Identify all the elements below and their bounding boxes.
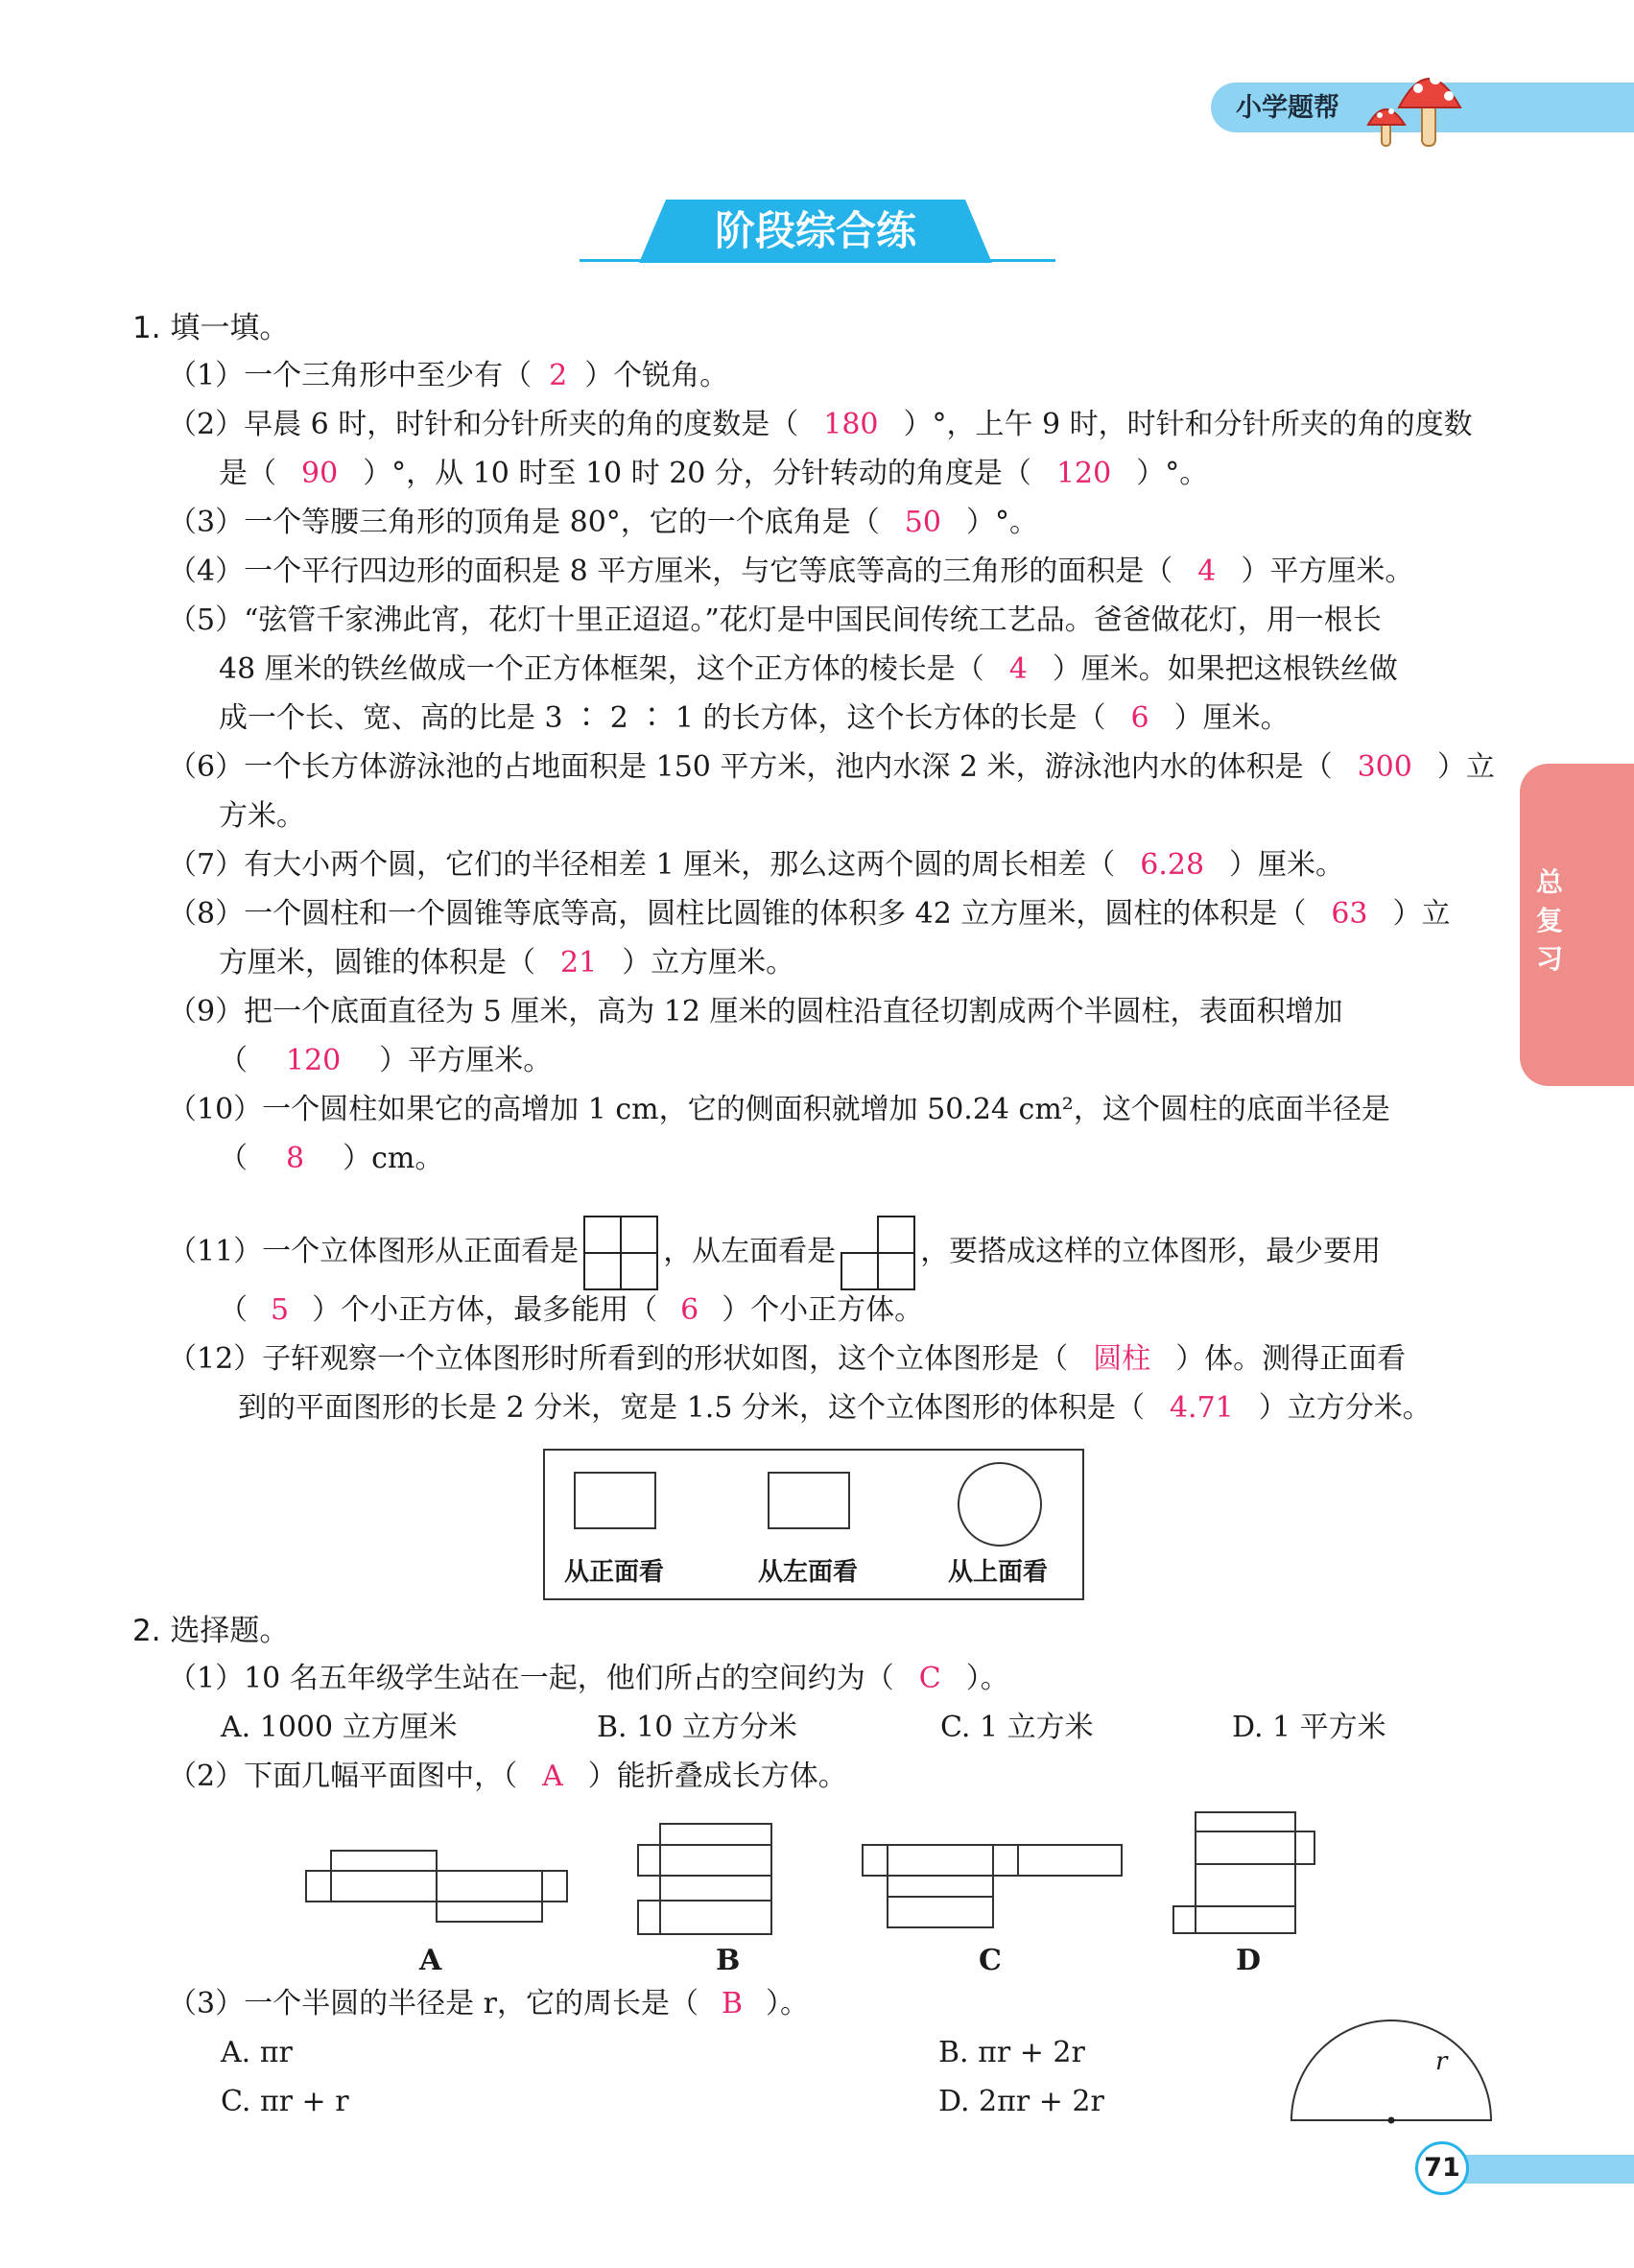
question-1-12-line1: （12）子轩观察一个立体图形时所看到的形状如图，这个立体图形是（ 圆柱 ）体。测得正面看 <box>168 1342 1407 1376</box>
question-1-11-line1: （11）一个立体图形从正面看是 ，从左面看是 ，要搭成这样的立体图形，最少要用 <box>168 1215 1381 1291</box>
net-c-diagram <box>862 1844 1123 1930</box>
option-b: B. πr + 2r <box>938 2036 1085 2069</box>
question-2-2: （2）下面几幅平面图中，（ A ）能折叠成长方体。 <box>168 1760 847 1793</box>
question-1-1: （1）一个三角形中至少有（ 2 ）个锐角。 <box>168 359 729 392</box>
question-1-5-line3: 成一个长、宽、高的比是 3 ∶ 2 ∶ 1 的长方体，这个长方体的长是（ 6 ）厘米。 <box>219 701 1290 735</box>
question-1-9-line2: （ 120 ）平方厘米。 <box>219 1044 553 1077</box>
answer: 8 <box>286 1142 305 1175</box>
answer: B <box>721 1987 744 2020</box>
answer: 180 <box>823 408 879 441</box>
front-view-rect <box>574 1472 656 1529</box>
option-d: D. 1 平方米 <box>1232 1711 1386 1744</box>
question-1-5-line2: 48 厘米的铁丝做成一个正方体框架，这个正方体的棱长是（ 4 ）厘米。如果把这根铁丝做 <box>219 652 1398 686</box>
net-d-label: D <box>1236 1944 1262 1977</box>
question-1-5-line1: （5）“弦管千家沸此宵，花灯十里正迢迢。”花灯是中国民间传统工艺品。爸爸做花灯，用一根长 <box>168 603 1382 637</box>
section2-heading: 2. 选择题。 <box>132 1614 290 1648</box>
net-a-diagram <box>305 1850 568 1930</box>
left-view-rect <box>768 1472 850 1529</box>
question-1-10-line1: （10）一个圆柱如果它的高增加 1 cm，它的侧面积就增加 50.24 cm²，这个圆柱的底面半径是 <box>168 1093 1390 1126</box>
question-1-10-line2: （ 8 ）cm。 <box>219 1142 444 1175</box>
option-c: C. 1 立方米 <box>940 1711 1094 1744</box>
left-view-label: 从左面看 <box>758 1558 859 1587</box>
front-view-label: 从正面看 <box>564 1558 665 1587</box>
question-1-2-line2: 是（ 90 ）°，从 10 时至 10 时 20 分，分针转动的角度是（ 120 ）°。 <box>219 457 1209 490</box>
answer: 300 <box>1357 750 1412 784</box>
net-a-label: A <box>419 1944 442 1977</box>
question-2-3: （3）一个半圆的半径是 r，它的周长是（ B ）。 <box>168 1987 810 2020</box>
answer: 2 <box>549 359 568 392</box>
option-a: A. πr <box>221 2036 293 2069</box>
answer: 4.71 <box>1169 1391 1234 1425</box>
answer: 63 <box>1331 897 1368 931</box>
answer: 6.28 <box>1140 848 1205 882</box>
answer: 4 <box>1008 652 1028 686</box>
answer: 90 <box>301 457 339 490</box>
question-1-4: （4）一个平行四边形的面积是 8 平方厘米，与它等底等高的三角形的面积是（ 4 ）平方厘米。 <box>168 555 1414 588</box>
answer: 圆柱 <box>1093 1342 1151 1376</box>
side-tab-label: 总复习 <box>1535 866 1563 975</box>
answer: C <box>918 1662 941 1695</box>
option-a: A. 1000 立方厘米 <box>221 1711 458 1744</box>
radius-label: r <box>1435 2047 1448 2076</box>
page-title: 阶段综合练 <box>714 207 916 254</box>
question-1-11-line2: （ 5 ）个小正方体，最多能用（ 6 ）个小正方体。 <box>219 1293 924 1327</box>
top-view-label: 从上面看 <box>948 1558 1049 1587</box>
net-c-label: C <box>979 1944 1002 1977</box>
front-view-icon <box>582 1215 659 1291</box>
question-1-8-line1: （8）一个圆柱和一个圆锥等底等高，圆柱比圆锥的体积多 42 立方厘米，圆柱的体积是（ 63 ）立 <box>168 897 1451 931</box>
question-1-3: （3）一个等腰三角形的顶角是 80°，它的一个底角是（ 50 ）°。 <box>168 506 1038 539</box>
question-1-2-line1: （2）早晨 6 时，时针和分针所夹的角的度数是（ 180 ）°，上午 9 时，时针和分针所夹的角的度数 <box>168 408 1473 441</box>
question-1-7: （7）有大小两个圆，它们的半径相差 1 厘米，那么这两个圆的周长相差（ 6.28 ）厘米。 <box>168 848 1345 882</box>
answer: A <box>542 1760 563 1793</box>
net-d-diagram <box>1172 1811 1316 1936</box>
page-number-bar <box>1442 2155 1634 2184</box>
question-2-1: （1）10 名五年级学生站在一起，他们所占的空间约为（ C ）。 <box>168 1662 1009 1695</box>
semicircle-diagram <box>1286 2015 1497 2130</box>
net-b-label: B <box>716 1944 741 1977</box>
answer: 120 <box>1055 457 1112 490</box>
option-b: B. 10 立方分米 <box>597 1711 797 1744</box>
question-1-12-line2: 到的平面图形的长是 2 分米，宽是 1.5 分米，这个立体图形的体积是（ 4.71 ）立方分米。 <box>238 1391 1432 1425</box>
page-number: 71 <box>1424 2153 1460 2183</box>
answer: 6 <box>680 1293 699 1327</box>
question-1-6-line1: （6）一个长方体游泳池的占地面积是 150 平方米，池内水深 2 米，游泳池内水的体积是（ 300 ）立 <box>168 750 1495 784</box>
answer: 21 <box>560 946 598 980</box>
answer: 6 <box>1130 701 1149 735</box>
section1-heading: 1. 填一填。 <box>132 311 290 345</box>
answer: 50 <box>904 506 941 539</box>
option-d: D. 2πr + 2r <box>938 2085 1104 2118</box>
option-c: C. πr + r <box>221 2085 349 2118</box>
three-views-figure <box>543 1449 1084 1600</box>
answer: 4 <box>1197 555 1217 588</box>
top-view-circle <box>956 1460 1044 1548</box>
question-1-9-line1: （9）把一个底面直径为 5 厘米，高为 12 厘米的圆柱沿直径切割成两个半圆柱，表面积增加 <box>168 995 1343 1028</box>
question-1-6-line2: 方米。 <box>219 799 305 833</box>
net-b-diagram <box>637 1823 773 1938</box>
brand-name: 小学题帮 <box>1236 93 1339 123</box>
question-1-8-line2: 方厘米，圆锥的体积是（ 21 ）立方厘米。 <box>219 946 795 980</box>
mushroom-icon <box>1361 58 1476 154</box>
answer: 120 <box>286 1044 342 1077</box>
left-view-icon <box>840 1215 916 1291</box>
answer: 5 <box>271 1293 290 1327</box>
